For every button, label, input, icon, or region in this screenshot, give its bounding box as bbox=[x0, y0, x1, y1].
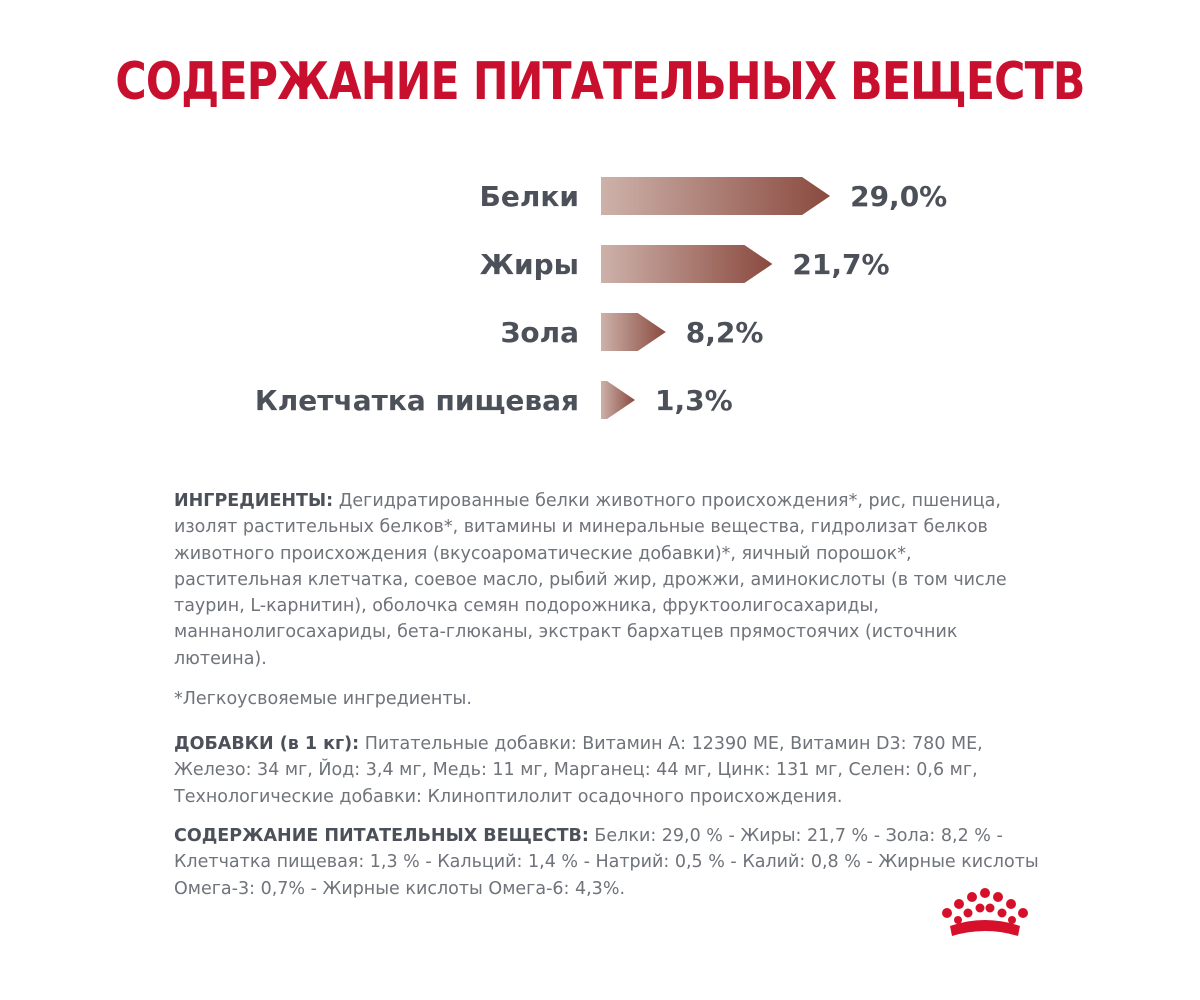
bar-2 bbox=[601, 313, 666, 351]
ingredients-label: ИНГРЕДИЕНТЫ: bbox=[174, 491, 334, 511]
nutrients-paragraph bbox=[174, 823, 1044, 902]
value-label-0: 29,0% bbox=[850, 180, 948, 213]
category-label-2: Зола bbox=[500, 316, 579, 349]
bar-3 bbox=[601, 381, 635, 419]
category-label-0: Белки bbox=[479, 180, 579, 213]
value-label-3: 1,3% bbox=[655, 384, 733, 417]
additives-text: Питательные добавки: Витамин А: 12390 МЕ, Витамин D3: 780 МЕ, Железо: 34 мг, Йод: 3,4 мг, Медь: 11 мг, Марганец: 44 мг, Цинк: 131 мг, Селен: 0,6 мг, Технологические добавки: Клиноптилолит осадочного происхождения. bbox=[174, 734, 983, 807]
additives-label: ДОБАВКИ (в 1 кг): bbox=[174, 734, 360, 754]
bar-1 bbox=[601, 245, 772, 283]
crown-icon bbox=[930, 884, 1040, 944]
ingredients-paragraph bbox=[174, 488, 1044, 672]
category-label-3: Клетчатка пищевая bbox=[254, 384, 579, 417]
footnote: *Легкоусвояемые ингредиенты. bbox=[174, 689, 472, 709]
value-label-1: 21,7% bbox=[792, 248, 890, 281]
nutrient-bar-chart bbox=[0, 170, 1200, 470]
value-label-2: 8,2% bbox=[685, 316, 764, 349]
nutrients-text: Белки: 29,0 % - Жиры: 21,7 % - Зола: 8,2 % - Клетчатка пищевая: 1,3 % - Кальций: 1,4 % - Натрий: 0,5 % - Калий: 0,8 % - Жирные кислоты Омега-3: 0,7% - Жирные кислоты Омега-6: 4,3%. bbox=[174, 826, 1039, 899]
bar-0 bbox=[601, 177, 830, 215]
ingredients-text: Дегидратированные белки животного происхождения*, рис, пшеница, изолят растительных белков*, витамины и минеральные вещества, гидролизат белков животного происхождения (вкусоароматические добавки)*, яичный порошок*, растительная клетчатка, соевое масло, рыбий жир, дрожжи, аминокислоты (в том числе таурин, L-карнитин), оболочка семян подорожника, фруктоолигосахариды, маннанолигосахариды, бета-глюканы, экстракт бархатцев прямостоячих (источник лютеина). bbox=[174, 491, 1007, 669]
nutrients-label: СОДЕРЖАНИЕ ПИТАТЕЛЬНЫХ ВЕЩЕСТВ: bbox=[174, 826, 589, 846]
page-title: СОДЕРЖАНИЕ ПИТАТЕЛЬНЫХ ВЕЩЕСТВ bbox=[115, 52, 1085, 112]
additives-paragraph bbox=[174, 731, 1044, 810]
category-label-1: Жиры bbox=[479, 248, 579, 281]
